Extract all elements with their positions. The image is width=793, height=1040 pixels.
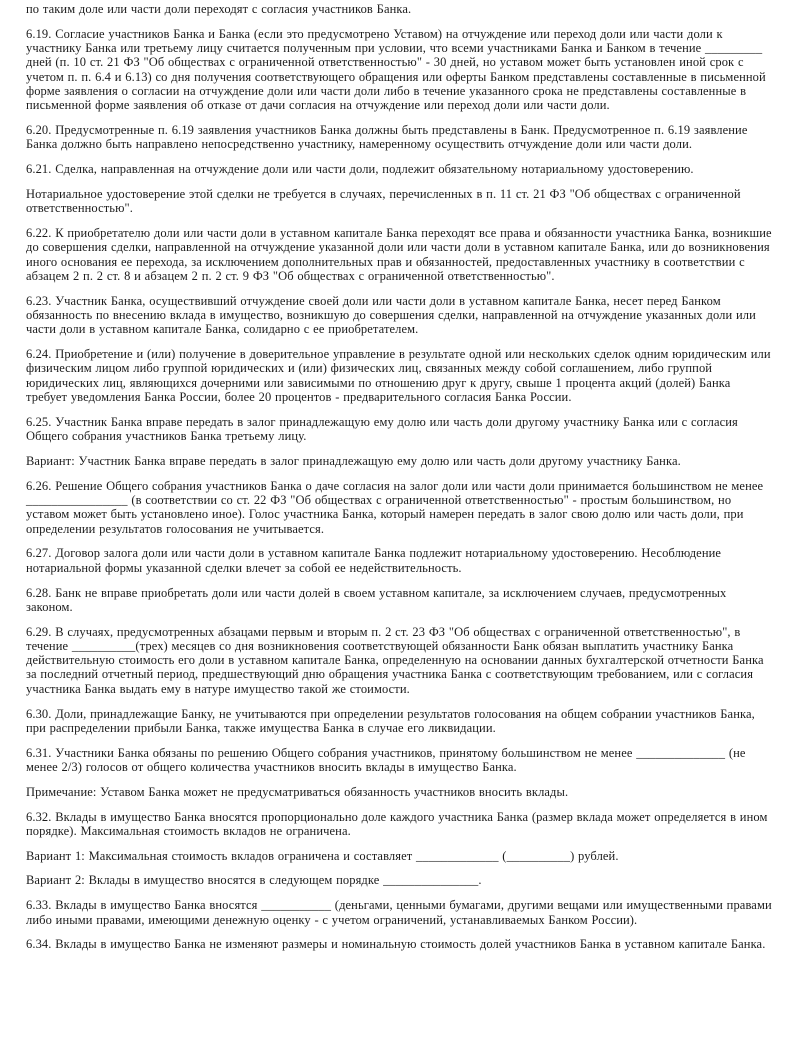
paragraph-clause-6-22: 6.22. К приобретателю доли или части доли в уставном капитале Банка переходят все права и обязанности участника Банка, возникшие до совершения сделки, направленной на отчуждение указанной доли или части доли в уставном капитале Банка, или до возникновения иного основания ее перехода, за исключением дополнительных прав и обязанностей, предоставленных участнику в соответствии с абзацем 2 п. 2 ст. 8 и абзацем 2 п. 2 ст. 9 ФЗ "Об обществах с ограниченной ответственностью". — [26, 226, 772, 283]
paragraph-clause-6-21: 6.21. Сделка, направленная на отчуждение доли или части доли, подлежит обязательному нотариальному удостоверению. — [26, 162, 694, 177]
paragraph-clause-6-23: 6.23. Участник Банка, осуществивший отчуждение своей доли или части доли в уставном капитале Банка, несет перед Банком обязанность по внесению вклада в имущество, возникшую до совершения сделки, направленной на отчуждение указанных доли или части доли в уставном капитале Банка, солидарно с ее приобретателем. — [26, 293, 756, 337]
paragraph-notarial-exception-note: Нотариальное удостоверение этой сделки не требуется в случаях, перечисленных в п. 11 ст. 21 ФЗ "Об обществах с ограниченной ответственностью". — [26, 186, 741, 216]
paragraph-clause-6-30: 6.30. Доли, принадлежащие Банку, не учитываются при определении результатов голосования на общем собрании участников Банка, при распределении прибыли Банка, также имущества Банка в случае его ликвидации. — [26, 706, 755, 735]
paragraph-clause-6-27: 6.27. Договор залога доли или части доли в уставном капитале Банка подлежит нотариальному удостоверению. Несоблюдение нотариальной формы указанной сделки влечет за собой ее недействительность. — [26, 546, 722, 575]
paragraph-variant-1-note: Вариант 1: Максимальная стоимость вкладов ограничена и составляет _____________ (__________) рублей. — [26, 848, 619, 863]
paragraph-clause-6-32: 6.32. Вклады в имущество Банка вносятся пропорционально доле каждого участника Банка (размер вклада может определяется в ином порядке). Максимальная стоимость вкладов не ограничена. — [26, 809, 768, 838]
paragraph-variant-note: Вариант: Участник Банка вправе передать в залог принадлежащую ему долю или часть доли другому участнику Банка. — [26, 453, 681, 468]
paragraph-clause-6-29: 6.29. В случаях, предусмотренных абзацами первым и вторым п. 2 ст. 23 ФЗ "Об обществах с ограниченной ответственностью", в течение __________(трех) месяцев со дня возникновения соответствующей обязанности Банк обязан выплатить участнику Банка действительную стоимость его доли в уставном капитале Банка, определенную на основании данных бухгалтерской отчетности Банка за последний отчетный период, предшествующий дню обращения участника Банка с соответствующим требованием, или с согласия участника Банка выдать ему в натуре имущество такой же стоимости. — [26, 624, 764, 696]
paragraph-clause-6-31: 6.31. Участники Банка обязаны по решению Общего собрания участников, принятому большинством не менее ______________ (не менее 2/3) голосов от общего количества участников вносить вклады в имущество Банка. — [26, 745, 746, 774]
paragraph-remark-note: Примечание: Уставом Банка может не предусматриваться обязанность участников вносить вклады. — [26, 784, 569, 799]
paragraph-clause-6-20: 6.20. Предусмотренные п. 6.19 заявления участников Банка должны быть представлены в Банк. Предусмотренное п. 6.19 заявление Банка должно быть направлено непосредственно участнику, намеренному осуществить отчуждение доли или части доли. — [26, 123, 748, 152]
paragraph-clause-6-28: 6.28. Банк не вправе приобретать доли или части долей в своем уставном капитале, за исключением случаев, предусмотренных законом. — [26, 585, 727, 614]
paragraph-intro-tail: по таким доле или части доли переходят с согласия участников Банка. — [26, 2, 412, 16]
document-body — [26, 2, 773, 952]
paragraph-clause-6-24: 6.24. Приобретение и (или) получение в доверительное управление в результате одной или нескольких сделок одним юридическим или физическим лицом либо группой юридических и (или) физических лиц, связанных между собой соглашением, либо группой юридических лиц, являющихся дочерними или зависимыми по отношению друг к другу, свыше 1 процента акций (долей) Банка требует уведомления Банка России, более 20 процентов - предварительного согласия Банка России. — [26, 347, 771, 405]
paragraph-clause-6-33: 6.33. Вклады в имущество Банка вносятся ___________ (деньгами, ценными бумагами, другими вещами или имущественными правами либо иными правами, имеющими денежную оценку - с учетом ограничений, устанавливаемых Банком России). — [26, 898, 772, 927]
paragraph-clause-6-34: 6.34. Вклады в имущество Банка не изменяют размеры и номинальную стоимость долей участников Банка в уставном капитале Банка. — [26, 937, 766, 952]
paragraph-variant-2-note: Вариант 2: Вклады в имущество вносятся в следующем порядке _______________. — [26, 873, 482, 888]
paragraph-clause-6-26: 6.26. Решение Общего собрания участников Банка о даче согласия на залог доли или части доли принимается большинством не менее ________________ (в соответствии со ст. 22 ФЗ "Об обществах с ограниченной ответственностью" - простым большинством, но уставом может быть установлено иное). Голос участника Банка, который намерен передать в залог свою долю или часть доли, при определении результатов голосования не учитывается. — [26, 478, 764, 536]
paragraph-clause-6-19: 6.19. Согласие участников Банка и Банка (если это предусмотрено Уставом) на отчуждение или переход доли или части доли к участнику Банка или третьему лицу считается полученным при условии, что всеми участниками Банка и Банком в течение _________ дней (п. 10 ст. 21 ФЗ "Об обществах с ограниченной ответственностью" - 30 дней, но уставом может быть установлен иной срок с учетом п. п. 6.4 и 6.13) со дня получения соответствующего обращения или оферты Банком представлены составленные в письменной форме заявления о согласии на отчуждение доли или части доли либо в течение указанного срока не представлены составленные в письменной форме заявления об отказе от дачи согласия на отчуждение или переход доли или части доли. — [26, 26, 766, 113]
paragraph-clause-6-25: 6.25. Участник Банка вправе передать в залог принадлежащую ему долю или часть доли другому участнику Банка или с согласия Общего собрания участников Банка третьему лицу. — [26, 414, 738, 444]
